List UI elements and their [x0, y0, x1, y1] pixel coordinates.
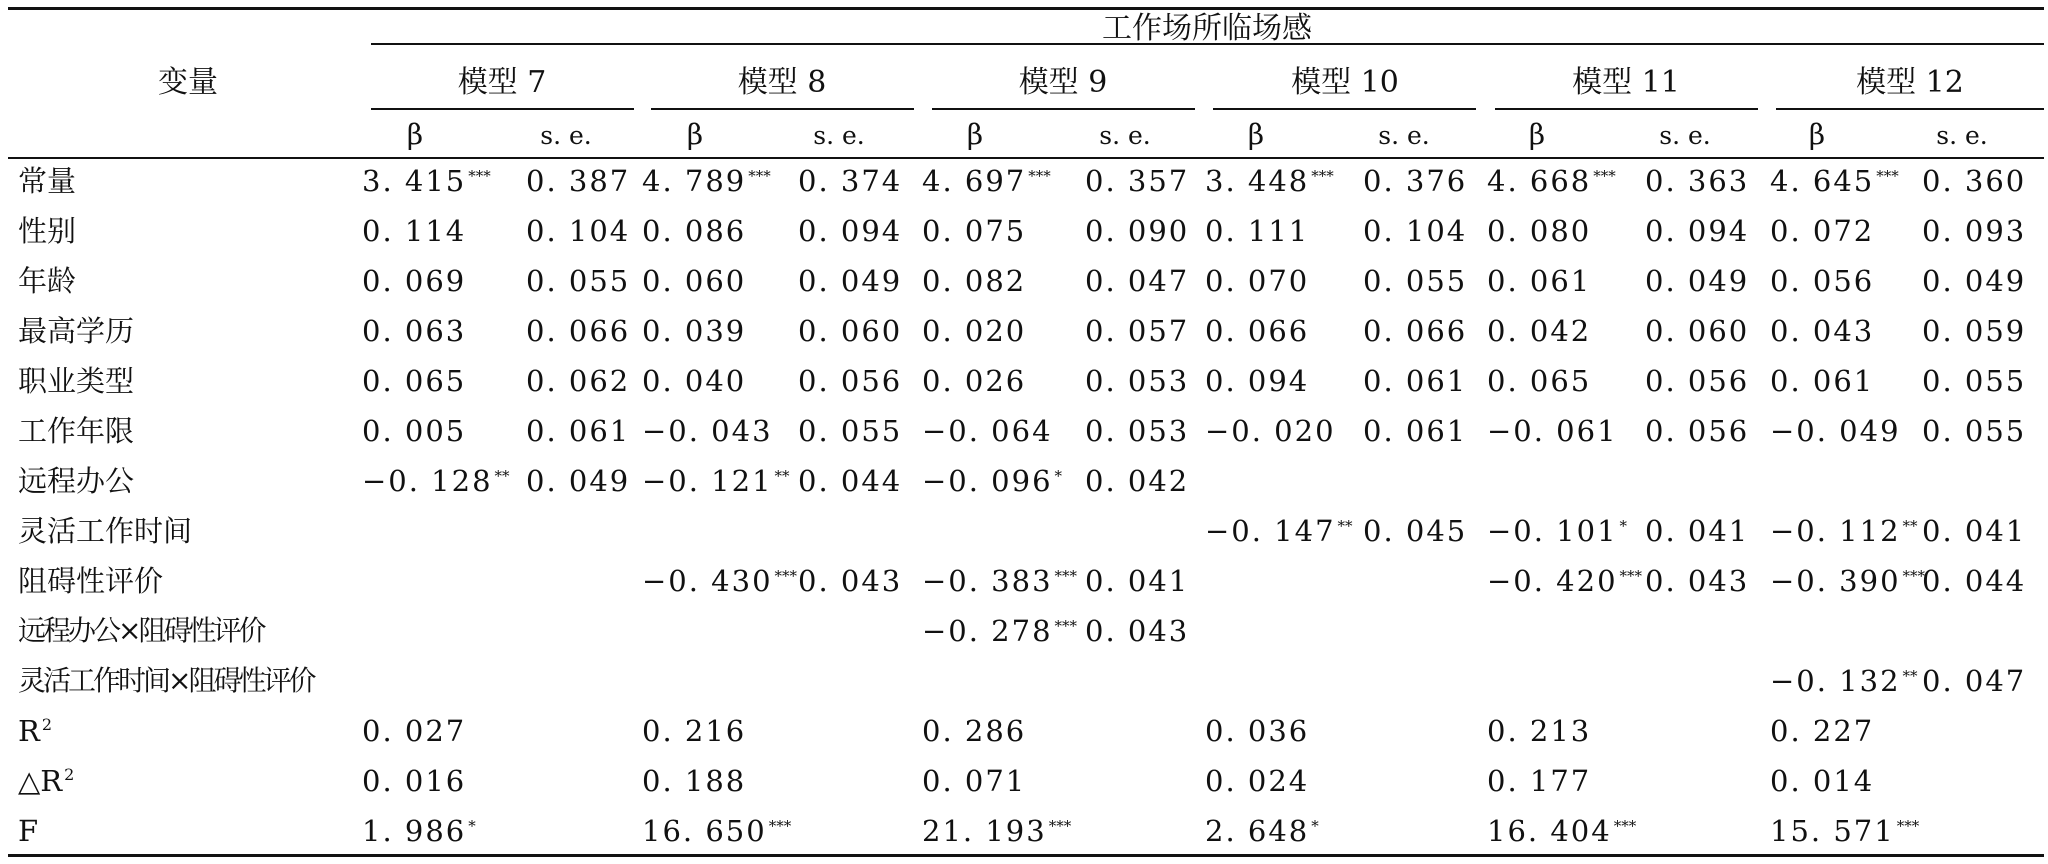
beta-number: 0. 177 [1487, 764, 1592, 798]
row-label [18, 714, 53, 748]
variable-header: 变量 [158, 65, 218, 100]
se-value: 0. 104 [1363, 214, 1468, 248]
beta-number: 0. 027 [362, 714, 467, 748]
beta-value [922, 214, 1027, 248]
beta-number: 0. 056 [1770, 264, 1875, 298]
row-label-text: 最高学历 [18, 314, 135, 348]
model-header: 模型 7 [457, 65, 547, 100]
se-value: 0. 056 [1645, 414, 1750, 448]
se-value: 0. 041 [1922, 514, 2027, 548]
beta-value [1205, 214, 1310, 248]
beta-number: 15. 571 [1770, 814, 1895, 848]
beta-number: 0. 036 [1205, 714, 1310, 748]
bottom-rule [8, 854, 2044, 857]
significance-stars: ** [1902, 517, 1918, 535]
se-value: 0. 049 [1645, 264, 1750, 298]
model-rule-8 [651, 108, 914, 110]
beta-number: 0. 026 [922, 364, 1027, 398]
beta-number: 16. 404 [1487, 814, 1612, 848]
beta-value [1487, 514, 1628, 548]
beta-number: 0. 065 [362, 364, 467, 398]
beta-number: 1. 986 [362, 814, 467, 848]
beta-value [1487, 564, 1643, 598]
beta-value [1487, 814, 1637, 848]
se-value: 0. 066 [1363, 314, 1468, 348]
significance-stars: *** [1876, 167, 1899, 185]
beta-number: 0. 066 [1205, 314, 1310, 348]
beta-number: 0. 065 [1487, 364, 1592, 398]
model-rule-7 [371, 108, 634, 110]
se-value: 0. 061 [526, 414, 631, 448]
row-label [18, 214, 77, 248]
row-label-text: 远程办公 [18, 464, 135, 498]
beta-value [1205, 714, 1310, 748]
beta-number: 0. 216 [642, 714, 747, 748]
beta-value [1770, 814, 1920, 848]
beta-number: 0. 070 [1205, 264, 1310, 298]
top-rule [8, 7, 2044, 10]
se-header: s. e. [540, 121, 592, 150]
beta-value [642, 364, 747, 398]
beta-header: β [966, 118, 984, 151]
row-label [18, 464, 135, 498]
significance-stars: *** [768, 817, 792, 835]
beta-value [1770, 264, 1875, 298]
beta-value [1770, 564, 1926, 598]
beta-number: 0. 020 [922, 314, 1027, 348]
beta-number: 0. 005 [362, 414, 467, 448]
beta-number: −0. 420 [1487, 564, 1618, 598]
se-header: s. e. [1659, 121, 1711, 150]
beta-header: β [406, 118, 424, 151]
row-label [18, 514, 193, 548]
significance-stars: *** [774, 567, 798, 585]
beta-number: 0. 014 [1770, 764, 1875, 798]
row-label-text: 灵活工作时间×阻碍性评价 [18, 664, 314, 697]
beta-value [1770, 164, 1899, 198]
se-value: 0. 044 [1922, 564, 2027, 598]
beta-number: 4. 697 [922, 164, 1027, 198]
se-value: 0. 043 [1085, 614, 1190, 648]
significance-stars: * [1311, 817, 1319, 835]
beta-number: −0. 064 [922, 414, 1053, 448]
row-label-superscript: 2 [41, 715, 53, 734]
beta-value [642, 414, 773, 448]
beta-value [362, 464, 510, 498]
se-value: 0. 056 [1645, 364, 1750, 398]
beta-header: β [1528, 118, 1546, 151]
model-header: 模型 8 [737, 65, 827, 100]
beta-value [362, 814, 476, 848]
beta-number: −0. 020 [1205, 414, 1336, 448]
se-value: 0. 066 [526, 314, 631, 348]
se-value: 0. 047 [1085, 264, 1190, 298]
se-value: 0. 090 [1085, 214, 1190, 248]
beta-value [1205, 364, 1310, 398]
beta-value [642, 314, 747, 348]
beta-value [1205, 314, 1310, 348]
beta-number: 4. 645 [1770, 164, 1875, 198]
row-label-text: 工作年限 [18, 414, 135, 448]
row-label [18, 564, 164, 598]
row-label-text: 常量 [18, 164, 77, 198]
row-label-text: 职业类型 [18, 364, 135, 398]
row-label-text: 阻碍性评价 [18, 564, 164, 598]
se-value: 0. 055 [1922, 364, 2027, 398]
beta-number: 0. 043 [1770, 314, 1875, 348]
beta-value [922, 714, 1027, 748]
beta-value [362, 714, 467, 748]
significance-stars: *** [1613, 817, 1637, 835]
beta-value [642, 264, 747, 298]
beta-number: 4. 668 [1487, 164, 1592, 198]
se-value: 0. 049 [798, 264, 903, 298]
se-value: 0. 056 [798, 364, 903, 398]
beta-value [1487, 214, 1592, 248]
beta-number: −0. 147 [1205, 514, 1336, 548]
row-label [18, 314, 135, 348]
significance-stars: * [1054, 467, 1063, 485]
beta-number: 0. 094 [1205, 364, 1310, 398]
beta-header: β [1247, 118, 1265, 151]
beta-number: 0. 069 [362, 264, 467, 298]
beta-number: −0. 128 [362, 464, 493, 498]
row-label-text: 远程办公×阻碍性评价 [18, 614, 264, 647]
se-value: 0. 049 [1922, 264, 2027, 298]
beta-value [1487, 764, 1592, 798]
se-value: 0. 053 [1085, 364, 1190, 398]
beta-number: 0. 286 [922, 714, 1027, 748]
beta-number: 0. 061 [1487, 264, 1592, 298]
significance-stars: *** [468, 167, 491, 185]
se-value: 0. 043 [798, 564, 903, 598]
beta-value [922, 364, 1027, 398]
beta-number: −0. 121 [642, 464, 773, 498]
se-value: 0. 055 [798, 414, 903, 448]
beta-number: 0. 082 [922, 264, 1027, 298]
beta-value [362, 214, 467, 248]
se-value: 0. 049 [526, 464, 631, 498]
beta-number: 0. 227 [1770, 714, 1875, 748]
se-value: 0. 061 [1363, 414, 1468, 448]
significance-stars: ** [494, 467, 510, 485]
se-value: 0. 387 [526, 164, 631, 198]
se-value: 0. 047 [1922, 664, 2027, 698]
header-rule [8, 157, 2044, 159]
row-label [18, 414, 135, 448]
beta-value [1205, 264, 1310, 298]
beta-number: −0. 383 [922, 564, 1053, 598]
model-rule-10 [1213, 108, 1476, 110]
se-value: 0. 094 [1645, 214, 1750, 248]
beta-value [922, 464, 1063, 498]
beta-number: −0. 101 [1487, 514, 1618, 548]
se-value: 0. 059 [1922, 314, 2027, 348]
beta-number: 0. 080 [1487, 214, 1592, 248]
beta-value [1770, 364, 1875, 398]
significance-stars: *** [1054, 617, 1078, 635]
beta-number: −0. 096 [922, 464, 1053, 498]
row-label-text: F [18, 814, 39, 848]
beta-value [1487, 364, 1592, 398]
beta-value [922, 164, 1051, 198]
row-label [18, 164, 77, 198]
beta-number: 0. 061 [1770, 364, 1875, 398]
beta-value [1770, 314, 1875, 348]
beta-value [362, 314, 467, 348]
beta-number: 0. 111 [1205, 214, 1310, 248]
se-value: 0. 374 [798, 164, 903, 198]
model-rule-11 [1495, 108, 1758, 110]
beta-number: −0. 278 [922, 614, 1053, 648]
beta-number: 0. 016 [362, 764, 467, 798]
se-value: 0. 055 [1922, 414, 2027, 448]
beta-value [642, 464, 790, 498]
beta-number: 3. 415 [362, 164, 467, 198]
beta-number: 0. 071 [922, 764, 1027, 798]
significance-stars: *** [1896, 817, 1920, 835]
beta-value [642, 714, 747, 748]
beta-value [642, 214, 747, 248]
significance-stars: *** [1311, 167, 1334, 185]
se-header: s. e. [1378, 121, 1430, 150]
se-value: 0. 061 [1363, 364, 1468, 398]
se-value: 0. 043 [1645, 564, 1750, 598]
se-value: 0. 041 [1645, 514, 1750, 548]
beta-number: 0. 042 [1487, 314, 1592, 348]
beta-number: 2. 648 [1205, 814, 1310, 848]
row-label-text: R [18, 714, 40, 748]
se-value: 0. 053 [1085, 414, 1190, 448]
row-label-text: 性别 [18, 214, 77, 248]
row-label [18, 764, 75, 798]
beta-number: 0. 086 [642, 214, 747, 248]
se-value: 0. 041 [1085, 564, 1190, 598]
se-value: 0. 055 [1363, 264, 1468, 298]
se-value: 0. 045 [1363, 514, 1468, 548]
significance-stars: *** [1902, 567, 1926, 585]
row-label [18, 614, 264, 647]
se-header: s. e. [813, 121, 865, 150]
beta-number: −0. 043 [642, 414, 773, 448]
row-label [18, 364, 135, 398]
beta-value [362, 164, 491, 198]
beta-value [922, 614, 1078, 648]
column-group-title: 工作场所临场感 [1102, 11, 1312, 46]
beta-value [642, 164, 771, 198]
beta-number: 0. 188 [642, 764, 747, 798]
significance-stars: *** [748, 167, 771, 185]
se-header: s. e. [1099, 121, 1151, 150]
significance-stars: * [1619, 517, 1628, 535]
se-value: 0. 360 [1922, 164, 2027, 198]
row-label [18, 664, 314, 697]
beta-value [1205, 514, 1353, 548]
beta-value [362, 414, 467, 448]
se-value: 0. 060 [798, 314, 903, 348]
beta-value [922, 314, 1027, 348]
beta-value [1487, 714, 1592, 748]
beta-value [362, 764, 467, 798]
model-rule-12 [1776, 108, 2044, 110]
significance-stars: *** [1593, 167, 1616, 185]
beta-value [1487, 414, 1618, 448]
beta-value [922, 814, 1072, 848]
se-value: 0. 104 [526, 214, 631, 248]
se-value: 0. 376 [1363, 164, 1468, 198]
beta-value [1205, 164, 1334, 198]
model-header: 模型 11 [1572, 65, 1680, 100]
beta-value [1487, 314, 1592, 348]
significance-stars: *** [1028, 167, 1051, 185]
beta-value [1205, 414, 1336, 448]
beta-value [642, 814, 792, 848]
beta-number: 0. 075 [922, 214, 1027, 248]
se-value: 0. 060 [1645, 314, 1750, 348]
row-label-text: 年龄 [18, 264, 77, 298]
beta-number: 0. 072 [1770, 214, 1875, 248]
significance-stars: ** [774, 467, 790, 485]
beta-number: −0. 430 [642, 564, 773, 598]
se-value: 0. 363 [1645, 164, 1750, 198]
beta-value [922, 264, 1027, 298]
beta-number: 3. 448 [1205, 164, 1310, 198]
beta-number: −0. 390 [1770, 564, 1901, 598]
significance-stars: ** [1902, 667, 1918, 685]
significance-stars: *** [1054, 567, 1078, 585]
se-value: 0. 093 [1922, 214, 2027, 248]
beta-number: −0. 049 [1770, 414, 1901, 448]
significance-stars: * [468, 817, 476, 835]
se-value: 0. 357 [1085, 164, 1190, 198]
beta-header: β [1808, 118, 1826, 151]
beta-value [922, 764, 1027, 798]
beta-number: 0. 024 [1205, 764, 1310, 798]
beta-value [922, 564, 1078, 598]
beta-value [1770, 714, 1875, 748]
row-label-text: △R [18, 764, 63, 798]
beta-number: 4. 789 [642, 164, 747, 198]
se-header: s. e. [1936, 121, 1988, 150]
beta-value [1205, 764, 1310, 798]
beta-number: 16. 650 [642, 814, 767, 848]
beta-value [642, 564, 798, 598]
row-label [18, 814, 39, 848]
beta-number: 21. 193 [922, 814, 1047, 848]
model-header: 模型 12 [1856, 65, 1964, 100]
se-value: 0. 057 [1085, 314, 1190, 348]
beta-value [1487, 264, 1592, 298]
beta-value [1770, 664, 1918, 698]
beta-value [642, 764, 747, 798]
significance-stars: ** [1337, 517, 1353, 535]
row-label-superscript: 2 [64, 765, 75, 784]
se-value: 0. 055 [526, 264, 631, 298]
beta-number: 0. 040 [642, 364, 747, 398]
beta-value [362, 264, 467, 298]
se-value: 0. 094 [798, 214, 903, 248]
se-value: 0. 044 [798, 464, 903, 498]
se-value: 0. 042 [1085, 464, 1190, 498]
beta-value [1770, 214, 1875, 248]
beta-number: 0. 114 [362, 214, 467, 248]
beta-value [1205, 814, 1319, 848]
beta-value [1770, 764, 1875, 798]
beta-number: −0. 132 [1770, 664, 1901, 698]
beta-value [362, 364, 467, 398]
beta-number: −0. 112 [1770, 514, 1901, 548]
model-rule-9 [932, 108, 1195, 110]
beta-value [1487, 164, 1616, 198]
beta-number: −0. 061 [1487, 414, 1618, 448]
beta-number: 0. 060 [642, 264, 747, 298]
beta-value [922, 414, 1053, 448]
beta-number: 0. 039 [642, 314, 747, 348]
se-value: 0. 062 [526, 364, 631, 398]
beta-value [1770, 414, 1901, 448]
model-header: 模型 10 [1291, 65, 1399, 100]
significance-stars: *** [1048, 817, 1072, 835]
model-header: 模型 9 [1018, 65, 1108, 100]
beta-number: 0. 063 [362, 314, 467, 348]
row-label-text: 灵活工作时间 [18, 514, 193, 548]
beta-value [1770, 514, 1918, 548]
row-label [18, 264, 77, 298]
beta-header: β [686, 118, 704, 151]
beta-number: 0. 213 [1487, 714, 1592, 748]
significance-stars: *** [1619, 567, 1643, 585]
